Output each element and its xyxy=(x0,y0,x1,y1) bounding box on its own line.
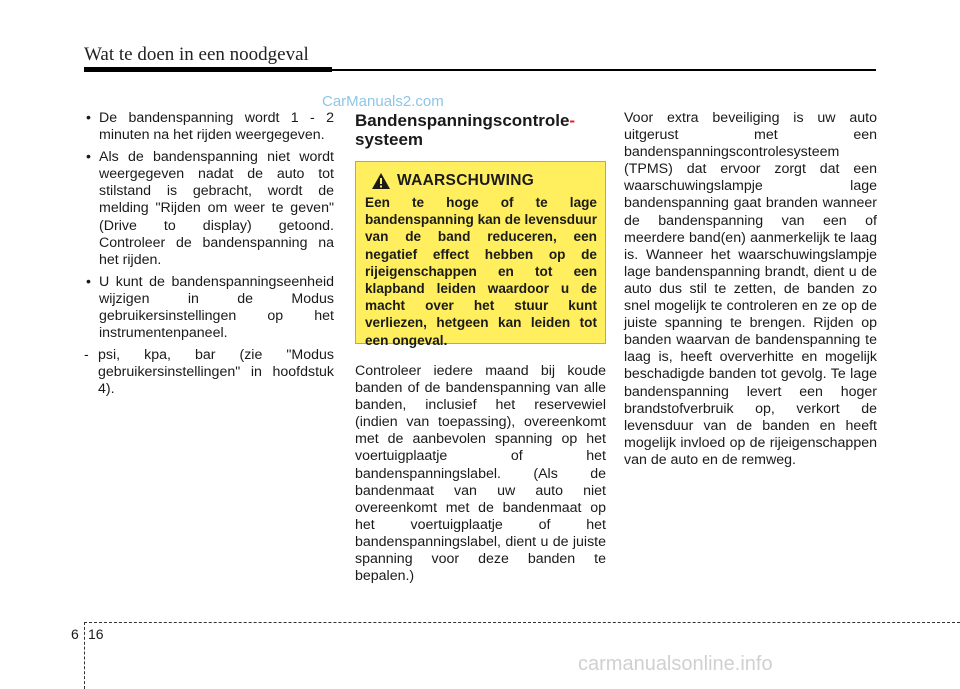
warning-text: Een te hoge of te lage bandenspanning kan de levensduur van de band reduceren, een negatief effect hebben op de rijeigenschappen en tot een klapband leiden waardoor u de macht over het stuur kunt verliezen, hetgeen kan leiden tot een ongeval. xyxy=(365,195,597,348)
middle-column xyxy=(355,110,606,585)
bullet-item: • De bandenspanning wordt 1 - 2 minuten na het rijden weergegeven. xyxy=(84,110,334,144)
footer-vertical-rule xyxy=(84,622,85,689)
warning-box xyxy=(355,161,606,348)
page-header-title: Wat te doen in een noodgeval xyxy=(84,44,309,65)
section-title-line2: systeem xyxy=(355,130,424,149)
header-rule-thin xyxy=(332,69,876,71)
section-title xyxy=(355,111,606,149)
right-paragraph: Voor extra beveiliging is uw auto uitgerust met een bandenspanningscontrolesysteem (TPMS) dat ervoor zorgt dat een waarschuwingslampje lage bandenspanning gaat branden wanneer de bandenspanning van een of meerdere band(en) aanmerkelijk te laag is. Wanneer het waarschuwingslampje lage bandenspanning brandt, dient u de auto dus stil te zetten, de banden zo snel mogelijk te controleren en ze op de juiste spanning te brengen. Rijden op banden waarvan de bandenspanning te laag is, heeft oververhitte en mogelijk beschadigde banden tot gevolg. Te lage bandenspanning levert een hoger brandstofverbruik op, verkort de levensduur van de banden en heeft mogelijk invloed op de rijeigenschappen van de auto en de remweg. xyxy=(624,110,877,468)
sub-item-text: psi, kpa, bar (zie "Modus gebruikersinstellingen" in hoofdstuk 4). xyxy=(98,347,334,398)
sub-item-dash: - xyxy=(84,347,89,364)
sub-item xyxy=(84,347,334,398)
warning-heading: WAARSCHUWING xyxy=(397,172,535,190)
footer-rule xyxy=(84,622,960,623)
warning-header xyxy=(371,172,597,190)
chapter-number: 6 xyxy=(71,626,79,642)
middle-paragraph: Controleer iedere maand bij koude banden of de bandenspanning van alle banden, inclusief het reservewiel (indien van toepassing), overeenkomt met de aanbevolen spanning op het voertuigplaatje of het bandenspanningslabel. (Als de bandenmaat van uw auto niet overeenkomt met de bandenmaat op het voertuigplaatje of het bandenspanningslabel, dient u de juiste spanning voor deze banden te bepalen.) xyxy=(355,363,606,585)
warning-triangle-icon xyxy=(371,172,391,190)
left-column xyxy=(84,110,334,399)
watermark-top: CarManuals2.com xyxy=(322,93,444,110)
section-title-line1: Bandenspanningscontrole xyxy=(355,111,570,130)
bullet-item: • U kunt de bandenspanningseenheid wijzigen in de Modus gebruikersinstellingen op het instrumentenpaneel. xyxy=(84,274,334,342)
section-title-hyphen: - xyxy=(569,111,576,130)
header-rule-thick xyxy=(84,67,332,72)
page-number: 16 xyxy=(88,626,104,642)
bullet-item: • Als de bandenspanning niet wordt weergegeven nadat de auto tot stilstand is gebracht, wordt de melding "Rijden om weer te geven" (Drive to display) getoond. Controleer de bandenspanning na het rijden. xyxy=(84,149,334,269)
watermark-bottom: carmanualsonline.info xyxy=(578,653,773,675)
right-column xyxy=(624,110,877,469)
